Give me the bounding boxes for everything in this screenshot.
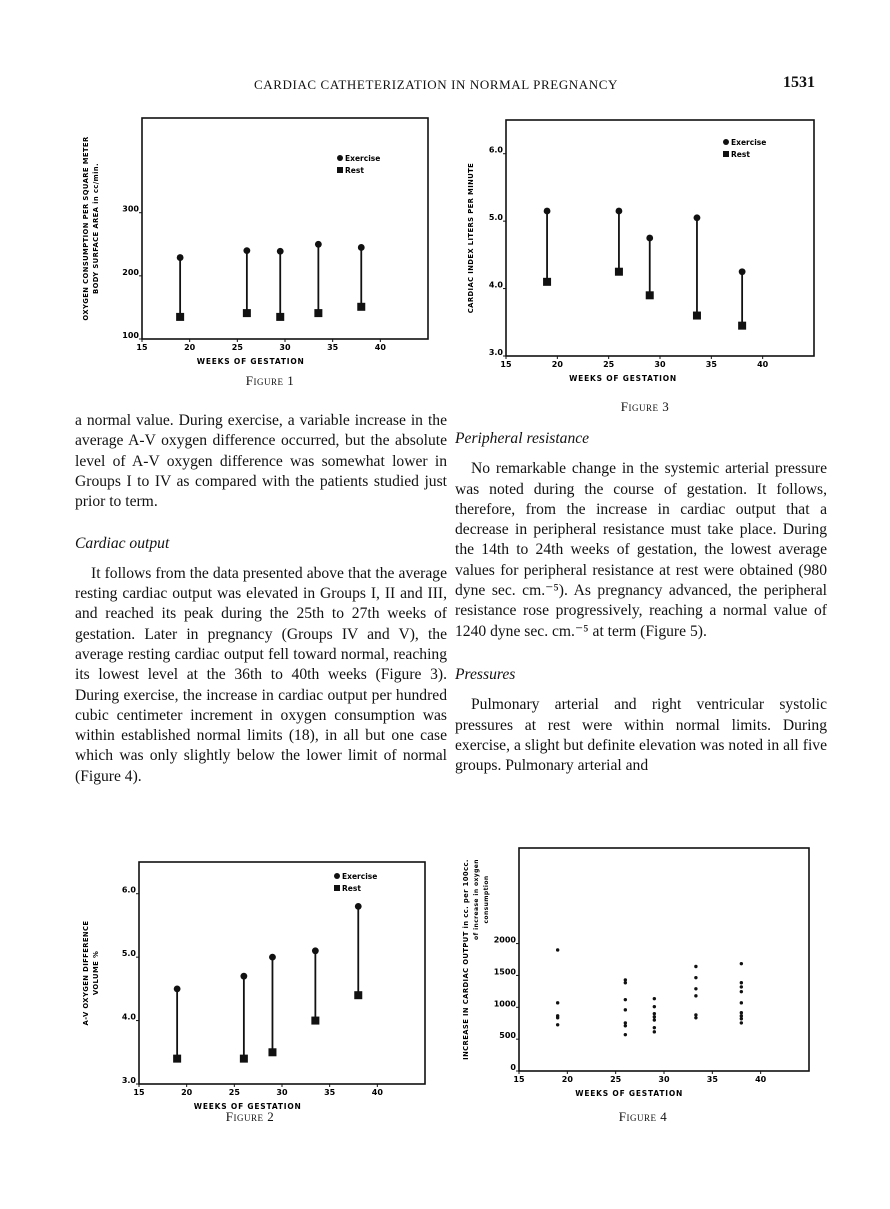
exercise-point — [739, 268, 746, 275]
legend-label: Exercise — [345, 154, 381, 163]
x-tick-label: 30 — [654, 360, 666, 369]
x-tick-label: 30 — [276, 1088, 288, 1097]
figure-3-caption: Figure 3 — [620, 399, 670, 414]
legend-label: Rest — [731, 150, 750, 159]
rest-point — [314, 309, 322, 317]
x-tick-label: 35 — [705, 360, 717, 369]
y-axis-label: of increase in oxygen — [473, 859, 480, 940]
y-tick-label: 3.0 — [121, 1076, 136, 1085]
y-tick-label: 5.0 — [488, 213, 503, 223]
exercise-point — [544, 208, 551, 215]
data-point — [740, 1021, 743, 1024]
exercise-point — [646, 235, 653, 242]
exercise-point — [243, 247, 250, 254]
rest-point — [354, 991, 362, 999]
rest-point — [738, 322, 746, 330]
legend-square-icon — [723, 151, 729, 157]
figure-3-plot — [455, 112, 835, 382]
y-tick-label: 100 — [122, 331, 139, 340]
x-tick-label: 30 — [658, 1075, 670, 1084]
right-column — [455, 429, 827, 776]
x-tick-label: 15 — [500, 360, 512, 369]
rest-point — [176, 313, 184, 321]
data-point — [694, 1016, 697, 1019]
data-point — [740, 1017, 743, 1020]
data-point — [740, 962, 743, 965]
figure-1-plot — [70, 112, 440, 366]
data-point — [694, 965, 697, 968]
data-point — [653, 1030, 656, 1033]
data-point — [653, 1005, 656, 1008]
heading-peripheral-resistance: Peripheral resistance — [455, 430, 590, 447]
x-tick-label: 40 — [374, 343, 386, 352]
x-tick-label: 40 — [755, 1075, 767, 1084]
y-tick-label: 1000 — [493, 999, 516, 1009]
exercise-point — [177, 254, 184, 261]
legend-circle-icon — [334, 873, 340, 879]
plot-frame — [142, 118, 428, 339]
y-axis-label: OXYGEN CONSUMPTION PER SQUARE METER — [82, 136, 90, 321]
data-point — [653, 1015, 656, 1018]
y-tick-label: 1500 — [493, 967, 516, 977]
data-point — [624, 1033, 627, 1036]
y-axis-label: consumption — [483, 875, 490, 924]
rest-point — [615, 268, 623, 276]
data-point — [694, 987, 697, 990]
y-tick-label: 5.0 — [121, 949, 136, 959]
legend-square-icon — [337, 167, 343, 173]
exercise-point — [174, 985, 181, 992]
paragraph-cardiac-output: It follows from the data presented above that the average resting cardiac output was elevated in Groups I, II and III, and reached its peak during the 25th to 27th weeks of gestation. Later in pregnancy (Groups IV and V), the average resting cardiac output fell toward normal, reaching its lowest level at the 36th to 40th weeks (Figure 3). During exercise, the increase in cardiac output per hundred cubic centimeter increment in oxygen consumption was within established normal limits (18), in all but one case which was only slightly below the lower limit of normal (Figure 4). — [75, 564, 447, 785]
y-axis-label: A-V OXYGEN DIFFERENCE — [82, 920, 90, 1026]
x-axis-label: WEEKS OF GESTATION — [193, 1102, 302, 1111]
x-tick-label: 15 — [133, 1088, 145, 1097]
x-tick-label: 40 — [757, 360, 769, 369]
rest-point — [646, 291, 654, 299]
data-point — [624, 998, 627, 1001]
exercise-point — [277, 248, 284, 255]
figure-3 — [455, 112, 835, 382]
legend-label: Exercise — [731, 138, 767, 147]
data-point — [740, 1001, 743, 1004]
data-point — [624, 1024, 627, 1027]
running-head: CARDIAC CATHETERIZATION IN NORMAL PREGNANCY — [254, 77, 619, 92]
y-tick-label: 6.0 — [121, 885, 136, 895]
data-point — [624, 1008, 627, 1011]
x-tick-label: 20 — [184, 343, 196, 352]
figure-4 — [450, 840, 830, 1105]
paragraph-av-difference: a normal value. During exercise, a variable increase in the average A-V oxygen difference occurred, but the absolute level of A-V oxygen difference was somewhat lower in Groups I to IV as compared with the patients studied just prior to term. — [75, 412, 447, 511]
data-point — [556, 1023, 559, 1026]
data-point — [556, 948, 559, 951]
figure-4-caption: Figure 4 — [618, 1109, 668, 1124]
plot-frame — [506, 120, 814, 356]
exercise-point — [616, 208, 623, 215]
data-point — [740, 981, 743, 984]
legend-label: Rest — [345, 166, 364, 175]
heading-pressures: Pressures — [455, 665, 516, 683]
rest-point — [243, 309, 251, 317]
x-tick-label: 25 — [228, 1088, 240, 1097]
data-point — [694, 976, 697, 979]
y-axis-label: BODY SURFACE AREA in cc/min. — [92, 162, 100, 295]
figure-1 — [70, 112, 440, 366]
figure-2-plot — [70, 848, 440, 1111]
data-point — [740, 990, 743, 993]
exercise-point — [355, 903, 362, 910]
exercise-point — [694, 214, 701, 221]
y-tick-label: 4.0 — [121, 1012, 136, 1022]
y-tick-label: 4.0 — [488, 280, 503, 290]
legend-circle-icon — [337, 155, 343, 161]
rest-point — [693, 312, 701, 320]
exercise-point — [315, 241, 322, 248]
figure-2-caption: Figure 2 — [225, 1109, 275, 1124]
plot-frame — [139, 862, 425, 1084]
paragraph-peripheral-resistance: No remarkable change in the systemic arterial pressure was noted during the course of gestation. It follows, therefore, from the increase in cardiac output that a decrease in peripheral resistance must take place. During the 14th to 24th weeks of gestation, the lowest average values for peripheral resistance at rest were obtained (980 dyne sec. cm.⁻⁵). As pregnancy advanced, the peripheral resistance rose progressively, reaching a normal value of 1240 dyne sec. cm.⁻⁵ at term (Figure 5). — [455, 460, 827, 640]
y-tick-label: 2000 — [493, 935, 516, 945]
rest-point — [240, 1055, 248, 1063]
y-tick-label: 500 — [499, 1031, 516, 1041]
rest-point — [276, 313, 284, 321]
rest-point — [311, 1017, 319, 1025]
legend-label: Rest — [342, 884, 361, 893]
x-tick-label: 25 — [231, 343, 243, 352]
data-point — [740, 985, 743, 988]
heading-cardiac-output: Cardiac output — [75, 535, 170, 553]
y-axis-label: INCREASE IN CARDIAC OUTPUT in cc. per 100cc. — [462, 859, 470, 1060]
rest-point — [173, 1055, 181, 1063]
x-axis-label: WEEKS OF GESTATION — [569, 374, 677, 383]
y-tick-label: 3.0 — [488, 348, 503, 357]
data-point — [624, 981, 627, 984]
x-tick-label: 25 — [603, 360, 615, 369]
data-point — [694, 994, 697, 997]
y-tick-label: 200 — [122, 267, 139, 277]
data-point — [653, 997, 656, 1000]
exercise-point — [358, 244, 365, 251]
x-tick-label: 40 — [371, 1088, 383, 1097]
exercise-point — [312, 947, 319, 954]
data-point — [556, 1016, 559, 1019]
x-tick-label: 25 — [610, 1075, 622, 1084]
figure-2 — [70, 848, 440, 1111]
paragraph-pressures: Pulmonary arterial and right ventricular systolic pressures at rest were within normal limits. During exercise, a slight but definite elevation was noted in all five groups. Pulmonary arterial and — [455, 696, 827, 775]
figure-4-plot — [450, 840, 830, 1105]
page-number: 1531 — [783, 74, 815, 91]
legend-label: Exercise — [342, 872, 378, 881]
plot-frame — [519, 848, 809, 1071]
x-axis-label: WEEKS OF GESTATION — [575, 1089, 684, 1098]
exercise-point — [269, 954, 276, 961]
exercise-point — [240, 973, 247, 980]
data-point — [653, 1012, 656, 1015]
y-axis-label: VOLUME % — [92, 950, 100, 996]
y-tick-label: 0 — [510, 1063, 516, 1072]
y-tick-label: 300 — [122, 204, 139, 214]
rest-point — [268, 1048, 276, 1056]
data-point — [740, 1011, 743, 1014]
y-tick-label: 6.0 — [488, 145, 503, 155]
x-tick-label: 30 — [279, 343, 291, 352]
legend-square-icon — [334, 885, 340, 891]
data-point — [653, 1018, 656, 1021]
x-tick-label: 35 — [324, 1088, 336, 1097]
data-point — [653, 1026, 656, 1029]
x-axis-label: WEEKS OF GESTATION — [196, 357, 305, 366]
x-tick-label: 15 — [513, 1075, 525, 1084]
rest-point — [357, 303, 365, 311]
left-column — [75, 411, 447, 787]
x-tick-label: 20 — [551, 360, 563, 369]
rest-point — [543, 278, 551, 286]
x-tick-label: 20 — [561, 1075, 573, 1084]
x-tick-label: 35 — [706, 1075, 718, 1084]
figure-1-caption: Figure 1 — [245, 373, 295, 388]
data-point — [556, 1001, 559, 1004]
x-tick-label: 35 — [327, 343, 339, 352]
legend-circle-icon — [723, 139, 729, 145]
x-tick-label: 20 — [181, 1088, 193, 1097]
x-tick-label: 15 — [136, 343, 148, 352]
y-axis-label: CARDIAC INDEX LITERS PER MINUTE — [467, 162, 475, 314]
